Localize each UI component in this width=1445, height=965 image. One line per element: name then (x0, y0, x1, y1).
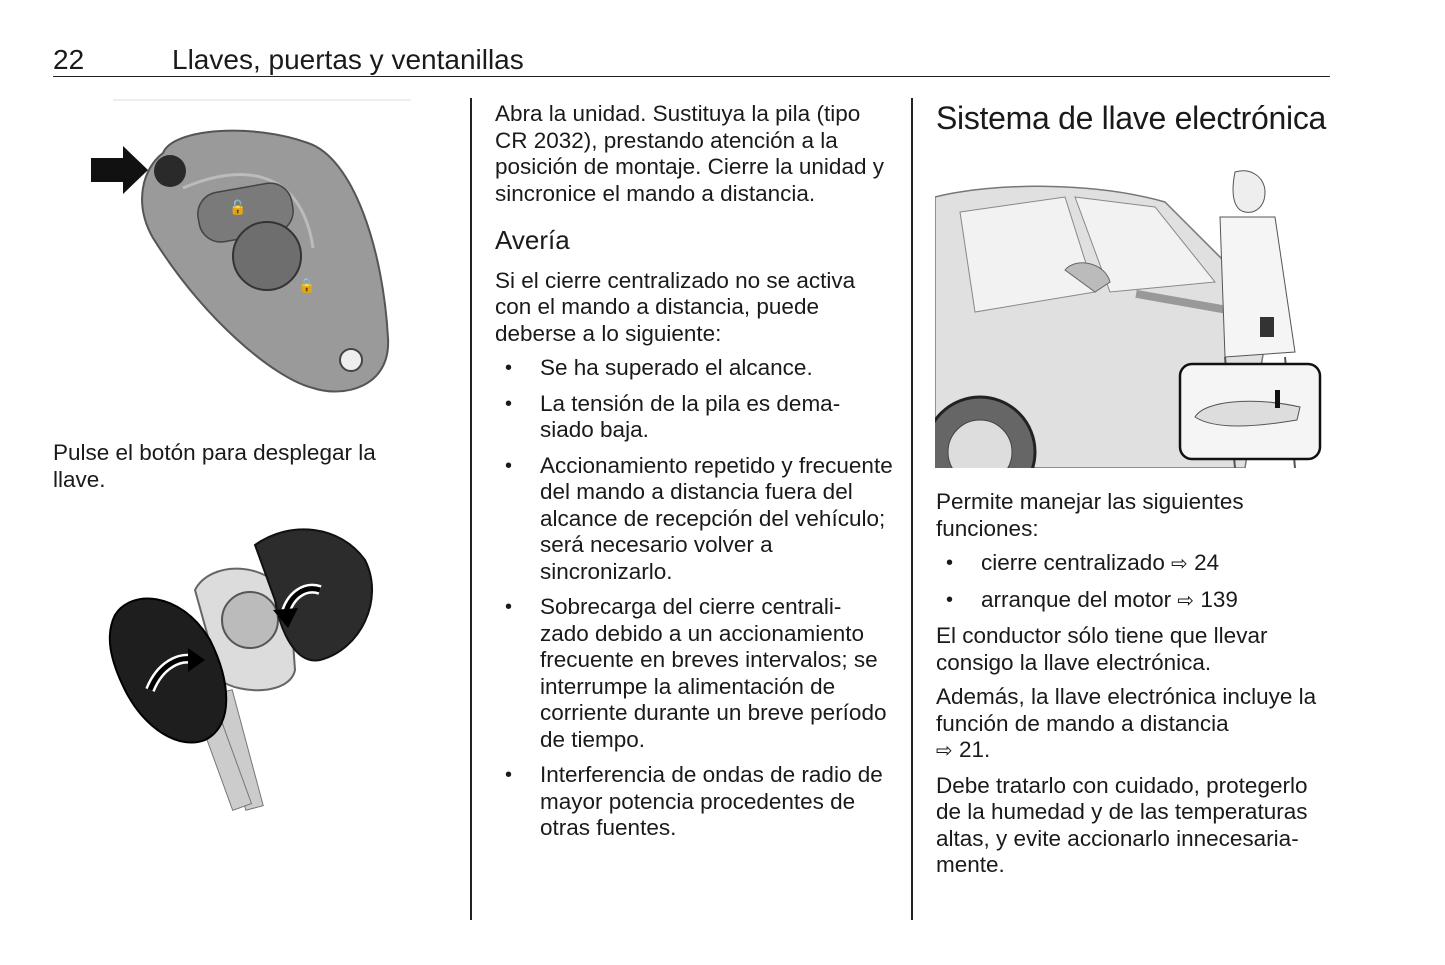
list-item: • Interferencia de ondas de radio de mayor potencia procedentes de otras fuentes. (505, 762, 883, 840)
arrow-icon (91, 146, 148, 194)
functions-lead-text: Permite manejar las siguientes funciones: (936, 489, 1244, 541)
svg-text:🔓: 🔓 (229, 200, 247, 216)
list-item: • Accionamiento repetido y frecuente del mando a distancia fuera del alcance de recepción del vehículo; será necesario volver a sincronizarlo. (505, 452, 893, 584)
chapter-title: Llaves, puertas y ventanillas (172, 44, 524, 75)
bullet-icon: • (505, 357, 513, 379)
bullet-icon: • (946, 588, 954, 611)
list-item: • arranque del motor ⇨ 139 (936, 587, 1336, 615)
page-ref-icon: ⇨ (1171, 553, 1188, 575)
column-divider-left (470, 98, 472, 920)
page-number: 22 (53, 44, 85, 75)
fault-causes-list (495, 355, 895, 842)
section-heading: Sistema de llave electrónica (936, 100, 1327, 136)
page-ref-icon: ⇨ (1177, 589, 1195, 612)
key-fob-illustration (53, 98, 413, 403)
functions-list (936, 550, 1336, 614)
caption-unfold-key: Pulse el botón para desplegar la llave. (53, 440, 376, 492)
battery-replacement-text: Abra la unidad. Sustituya la pila (tipo CR 2032), prestando atención a la posición de montaje. Cierre la unidad y sincronice el mando a distancia. (495, 101, 884, 206)
page-reference[interactable]: 139 (1200, 586, 1238, 612)
bullet-icon: • (505, 764, 513, 786)
page-ref-icon: ⇨ (936, 740, 953, 762)
bullet-icon: • (946, 552, 954, 574)
column-middle (495, 101, 895, 851)
remote-function-text: Además, la llave electrónica incluye la función de mando a distancia ⇨ 21. (936, 684, 1336, 765)
list-item: • cierre centralizado ⇨ 24 (936, 550, 1336, 578)
fault-lead-text: Si el cierre centralizado no se activa con el mando a distancia, puede deberse a lo siguiente: (495, 267, 856, 346)
list-item: • Se ha superado el alcance. (505, 355, 813, 380)
column-divider-right (911, 98, 913, 920)
bullet-icon: • (505, 454, 513, 477)
list-item: • La tensión de la pila es dema- siado baja. (505, 390, 841, 442)
page-reference[interactable]: 24 (1194, 550, 1220, 575)
svg-text:🔒: 🔒 (298, 278, 316, 294)
page-reference[interactable]: 21. (959, 737, 991, 762)
open-key-fob-illustration (100, 520, 390, 820)
column-right-body (936, 489, 1336, 887)
bullet-icon: • (505, 392, 513, 415)
fault-heading: Avería (495, 225, 570, 255)
driver-key-text: El conductor sólo tiene que llevar consigo la llave electrónica. (936, 623, 1268, 675)
bullet-icon: • (505, 596, 513, 618)
care-instructions-text: Debe tratarlo con cuidado, protegerlo de la humedad y de las temperaturas altas, y evite accionarlo innecesaria- mente. (936, 772, 1308, 877)
list-item: • Sobrecarga del cierre centrali- zado debido a un accionamiento frecuente en breves intervalos; se interrumpe la alimentación de corriente durante un breve período de tiempo. (505, 594, 887, 752)
page-header (53, 42, 1330, 77)
car-keyless-illustration (935, 152, 1330, 468)
